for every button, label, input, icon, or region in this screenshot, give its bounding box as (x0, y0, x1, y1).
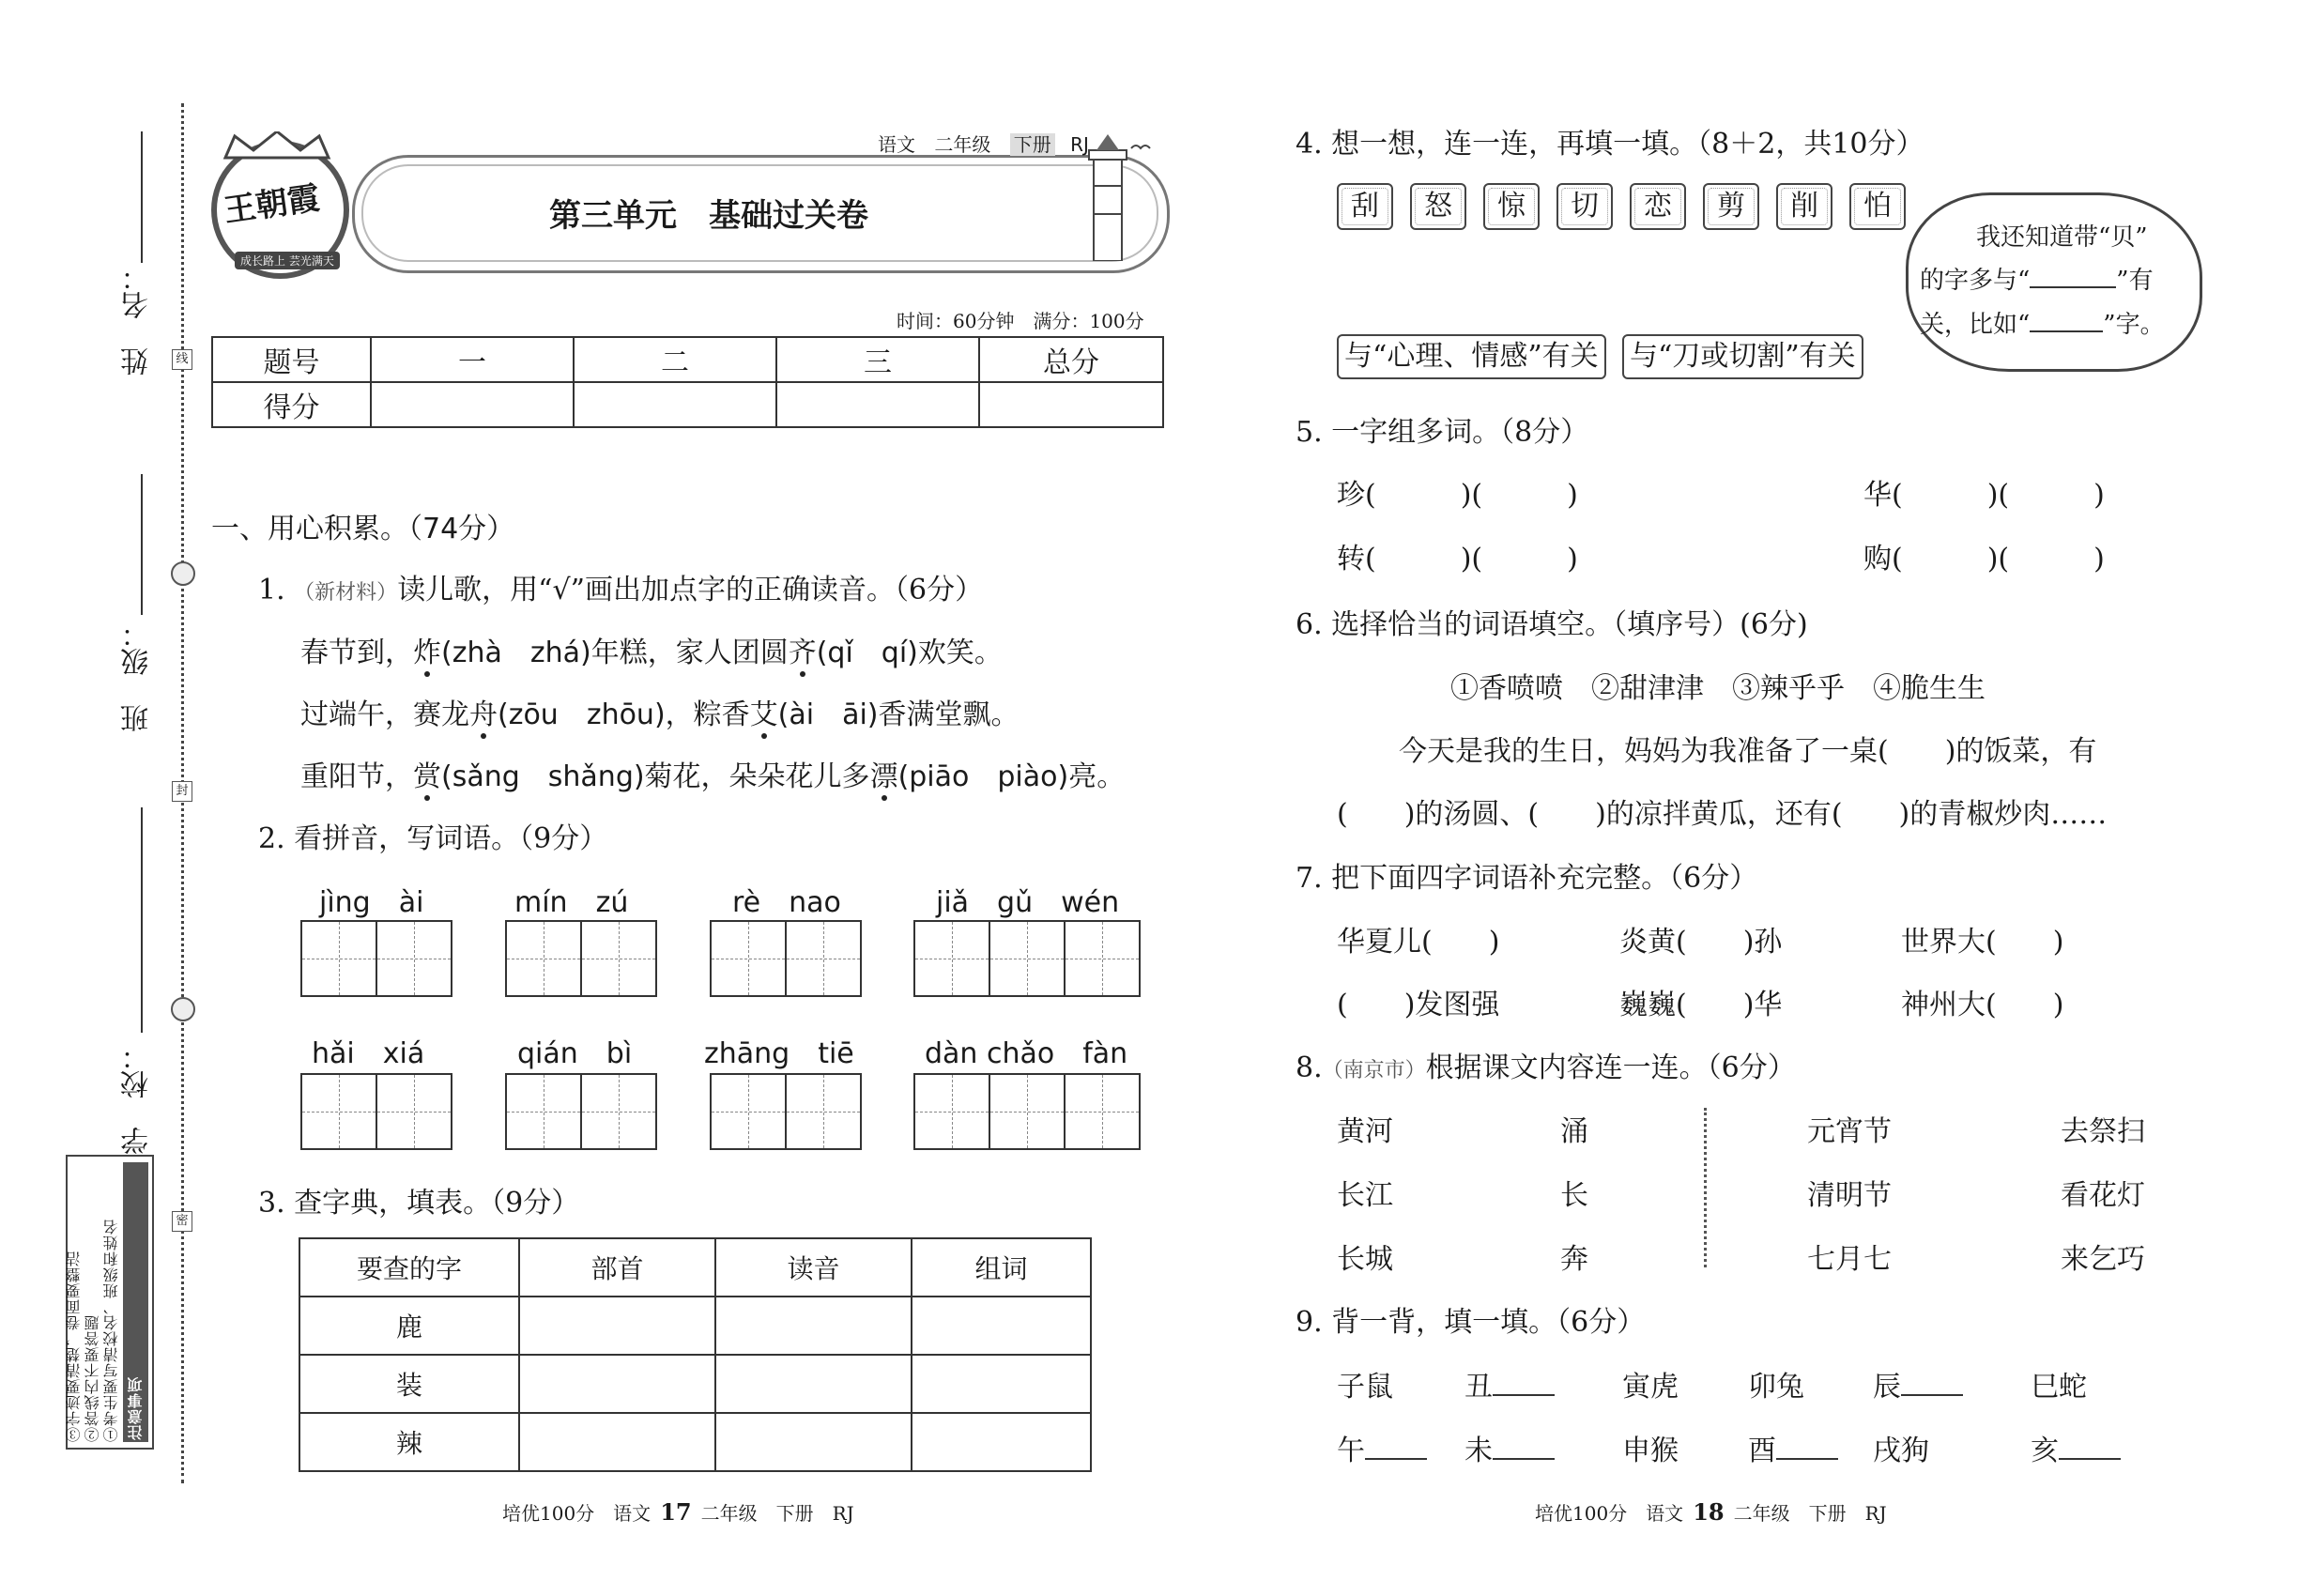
zodiac-blank[interactable] (1901, 1394, 1963, 1396)
class-line (141, 474, 143, 615)
score-input-cell[interactable] (776, 382, 979, 427)
char-tag[interactable]: 剪 (1703, 183, 1759, 230)
subject-info (878, 130, 1089, 157)
q1-tag: （新材料） (294, 581, 398, 605)
cloud-line-1: 我还知道带“贝” (1976, 223, 2148, 252)
dict-input-cell[interactable] (912, 1355, 1091, 1413)
score-header-cell: 三 (776, 337, 979, 382)
q7-item[interactable]: 华夏儿( ) (1337, 926, 1500, 959)
zodiac-blank[interactable] (1493, 1394, 1555, 1396)
q2-pinyin: mín zú (514, 886, 629, 919)
page-number: 18 (1693, 1498, 1725, 1526)
cloud-line-3 (1920, 305, 2165, 340)
match-item[interactable]: 长 (1560, 1179, 1588, 1212)
char-tag[interactable]: 惊 (1483, 183, 1540, 230)
binding-mark-secret: 密 (172, 1211, 192, 1232)
dict-char-cell: 辣 (299, 1413, 519, 1471)
writing-grid-cell[interactable] (505, 1073, 582, 1150)
name-label: 姓 名： (121, 263, 154, 376)
q8-text: 根据课文内容连一连。（6分） (1425, 1051, 1796, 1084)
q1-dotted-char: 赏 (413, 760, 441, 793)
writing-grid-cell[interactable] (580, 1073, 657, 1150)
class-label: 班 级： (121, 620, 154, 732)
dict-header-cell: 组词 (912, 1238, 1091, 1297)
zodiac-blank[interactable] (1365, 1458, 1427, 1460)
zodiac-item (1464, 1427, 1555, 1468)
page-number: 17 (660, 1498, 692, 1526)
cloud-blank[interactable] (2030, 286, 2116, 288)
q1-dotted-char: 齐 (788, 637, 817, 669)
q1-text: 春节到， (300, 637, 413, 669)
q8-tag: （南京市） (1322, 1059, 1426, 1082)
cloud-text: ”有 (2116, 267, 2154, 295)
dict-char-cell: 装 (299, 1355, 519, 1413)
q2-pinyin: rè nao (732, 886, 841, 919)
q5-item[interactable]: 购( )( ) (1863, 543, 2105, 575)
zodiac-blank[interactable] (1493, 1458, 1555, 1460)
q2-prompt: 2. 看拼音，写词语。（9分） (258, 822, 608, 855)
q1-pinyin-choice[interactable]: (zhà zhá)年糕，家人团圆 (441, 637, 789, 669)
zodiac-item (2031, 1427, 2121, 1468)
match-item[interactable]: 黄河 (1337, 1115, 1393, 1148)
page-title: 第三单元 基础过关卷 (549, 197, 868, 235)
q1-text: 重阳节， (300, 760, 413, 793)
q5-item[interactable]: 转( )( ) (1337, 543, 1578, 575)
zodiac-blank[interactable] (1776, 1458, 1838, 1460)
writing-grid-cell[interactable] (785, 920, 862, 997)
footer-suffix: 二年级 下册 RJ (1733, 1502, 1887, 1525)
dict-input-cell[interactable] (715, 1297, 912, 1355)
q1-pinyin-choice[interactable]: (zōu zhōu)，粽香 (498, 698, 750, 731)
q2-pinyin: jìng ài (319, 886, 424, 919)
match-item[interactable]: 长城 (1337, 1243, 1393, 1276)
q1-text: 读儿歌，用“√”画出加点字的正确读音。（6分） (397, 574, 984, 606)
section-title: 一、用心积累。（74分） (211, 513, 515, 545)
q6-text-line2[interactable]: ( )的汤圆、( )的凉拌黄瓜，还有( )的青椒炒肉…… (1337, 798, 2108, 831)
q4-prompt: 4. 想一想，连一连，再填一填。（8＋2，共10分） (1296, 128, 1924, 161)
dict-header-cell: 读音 (715, 1238, 912, 1297)
q5-item[interactable]: 珍( )( ) (1337, 479, 1578, 512)
footer-prefix: 培优100分 语文 (502, 1502, 652, 1525)
binding-ring-icon (171, 561, 195, 586)
notice-item-2: ②答线内不要答题 (84, 1314, 101, 1442)
cloud-blank[interactable] (2030, 330, 2103, 332)
q5-prompt: 5. 一字组多词。（8分） (1296, 416, 1589, 449)
q1-prompt (258, 566, 983, 607)
dict-input-cell[interactable] (519, 1413, 715, 1471)
zodiac-item (1748, 1427, 1838, 1468)
footer-suffix: 二年级 下册 RJ (700, 1502, 854, 1525)
cloud-text: 关，比如“ (1920, 311, 2031, 339)
match-item[interactable]: 七月七 (1807, 1243, 1892, 1276)
writing-grid-cell[interactable] (710, 1073, 787, 1150)
q2-pinyin: zhāng tiē (704, 1037, 854, 1070)
char-tag[interactable]: 切 (1556, 183, 1613, 230)
q1-pinyin-choice[interactable]: (sǎng shǎng)菊花，朵朵花儿多 (441, 760, 870, 793)
zodiac-item (1464, 1363, 1555, 1404)
q1-dotted-char: 漂 (869, 760, 898, 793)
dict-input-cell[interactable] (715, 1413, 912, 1471)
q7-item[interactable]: ( )发图强 (1337, 989, 1500, 1021)
q1-pinyin-choice[interactable]: (piāo piào)亮。 (897, 760, 1126, 793)
dict-input-cell[interactable] (912, 1297, 1091, 1355)
q6-options: ①香喷喷 ②甜津津 ③辣乎乎 ④脆生生 (1450, 672, 1986, 705)
q9-prompt: 9. 背一背，填一填。（6分） (1296, 1306, 1646, 1339)
q2-pinyin: dàn chǎo fàn (925, 1037, 1128, 1070)
score-input-cell[interactable] (574, 382, 776, 427)
zodiac-text: 亥 (2031, 1435, 2059, 1467)
match-item[interactable]: 来乞巧 (2061, 1243, 2145, 1276)
match-item[interactable]: 元宵节 (1807, 1115, 1892, 1148)
score-header-cell: 一 (371, 337, 574, 382)
dictionary-table (299, 1237, 1092, 1472)
char-tag[interactable]: 刮 (1337, 183, 1393, 230)
char-tag[interactable]: 削 (1776, 183, 1832, 230)
footer-left (502, 1498, 854, 1526)
zodiac-item: 巳蛇 (2031, 1371, 2087, 1404)
school-label: 学 校： (121, 1042, 154, 1155)
q1-pinyin-choice[interactable]: (qǐ qí)欢笑。 (816, 637, 1003, 669)
q1-pinyin-choice[interactable]: (ài āi)香满堂飘。 (777, 698, 1020, 731)
q8-prompt: 8.（南京市）根据课文内容连一连。（6分） (1296, 1051, 1796, 1084)
q7-item[interactable]: 炎黄( )孙 (1619, 926, 1783, 959)
zodiac-text: 辰 (1873, 1371, 1901, 1404)
match-item[interactable]: 涌 (1560, 1115, 1588, 1148)
score-table (211, 336, 1164, 428)
match-item[interactable]: 长江 (1337, 1179, 1393, 1212)
q7-prompt: 7. 把下面四字词语补充完整。（6分） (1296, 862, 1758, 895)
time-info: 时间：60分钟 满分：100分 (897, 310, 1144, 332)
q2-pinyin: hǎi xiá (312, 1037, 425, 1070)
dict-header-cell: 部首 (519, 1238, 715, 1297)
q2-pinyin: jiǎ gǔ wén (936, 886, 1120, 919)
zodiac-text: 未 (1464, 1435, 1493, 1467)
score-input-cell[interactable] (371, 382, 574, 427)
writing-grid-cell[interactable] (913, 1073, 990, 1150)
q1-text: 过端午，赛龙 (300, 698, 469, 731)
footer-right (1535, 1498, 1887, 1526)
q1-dotted-char: 艾 (749, 698, 778, 731)
zodiac-item (1873, 1363, 1963, 1404)
q7-item[interactable]: 世界大( ) (1901, 926, 2064, 959)
cloud-text: ”字。 (2103, 311, 2165, 339)
char-tag[interactable]: 怒 (1410, 183, 1466, 230)
writing-grid-cell[interactable] (376, 920, 452, 997)
school-line (141, 807, 143, 1033)
binding-mark-seal: 封 (172, 781, 192, 802)
score-input-cell[interactable] (979, 382, 1163, 427)
match-item[interactable]: 去祭扫 (2061, 1115, 2145, 1148)
zodiac-text: 丑 (1464, 1371, 1493, 1404)
dict-char-cell: 鹿 (299, 1297, 519, 1355)
notice-item-1: ①考生要写清校名、班级和姓名 (102, 1219, 120, 1442)
lighthouse-icon (1080, 130, 1155, 261)
zodiac-item: 卯兔 (1748, 1371, 1804, 1404)
score-header-cell: 二 (574, 337, 776, 382)
q3-prompt: 3. 查字典，填表。（9分） (258, 1187, 580, 1220)
writing-grid-cell[interactable] (989, 1073, 1066, 1150)
score-header-cell: 题号 (212, 337, 371, 382)
category-box-cutting[interactable]: 与“刀或切割”有关 (1622, 334, 1863, 379)
category-box-emotion[interactable]: 与“心理、情感”有关 (1337, 334, 1606, 379)
zodiac-item: 子鼠 (1337, 1371, 1393, 1404)
writing-grid-cell[interactable] (300, 1073, 377, 1150)
dict-input-cell[interactable] (715, 1355, 912, 1413)
writing-grid-cell[interactable] (785, 1073, 862, 1150)
footer-prefix: 培优100分 语文 (1535, 1502, 1684, 1525)
zodiac-text: 午 (1337, 1435, 1365, 1467)
logo-text: 王朝霞 (222, 179, 322, 230)
subject-grade: 二年级 (934, 133, 991, 156)
q8-divider (1704, 1108, 1707, 1267)
dict-input-cell[interactable] (912, 1413, 1091, 1471)
match-item[interactable]: 清明节 (1807, 1179, 1892, 1212)
logo-slogan: 成长路上 芸光满天 (235, 252, 340, 269)
name-line (141, 131, 143, 263)
zodiac-item: 戌狗 (1873, 1435, 1929, 1467)
subject-term: 下册 (1010, 133, 1055, 156)
writing-grid-cell[interactable] (376, 1073, 452, 1150)
notice-item-3: ③字迹要清楚，卷面要整洁 (65, 1251, 83, 1442)
writing-grid-cell[interactable] (1064, 920, 1141, 997)
q7-item[interactable]: 神州大( ) (1901, 989, 2064, 1021)
q6-text-line1[interactable]: 今天是我的生日，妈妈为我准备了一桌( )的饭菜，有 (1399, 735, 2097, 768)
score-header-cell: 总分 (979, 337, 1163, 382)
q1-line3[interactable] (300, 753, 1125, 794)
zodiac-blank[interactable] (2059, 1458, 2121, 1460)
crown-icon (216, 131, 338, 160)
writing-grid-cell[interactable] (1064, 1073, 1141, 1150)
q5-item[interactable]: 华( )( ) (1863, 479, 2105, 512)
binding-ring-icon (171, 997, 195, 1021)
char-tag[interactable]: 怕 (1849, 183, 1906, 230)
writing-grid-cell[interactable] (300, 920, 377, 997)
writing-grid-cell[interactable] (505, 920, 582, 997)
q1-line2[interactable] (300, 691, 1020, 732)
score-label-cell: 得分 (212, 382, 371, 427)
writing-grid-cell[interactable] (580, 920, 657, 997)
notice-title: 注意事项 (123, 1162, 148, 1442)
cloud-line-2 (1920, 261, 2154, 296)
writing-grid-cell[interactable] (913, 920, 990, 997)
q2-pinyin: qián bì (517, 1037, 633, 1070)
char-tag[interactable]: 恋 (1630, 183, 1686, 230)
match-item[interactable]: 看花灯 (2061, 1179, 2145, 1212)
q1-num: 1. (258, 574, 285, 606)
writing-grid-cell[interactable] (710, 920, 787, 997)
dict-header-cell: 要查的字 (299, 1238, 519, 1297)
subject-edition: RJ (1070, 133, 1089, 156)
zodiac-item: 寅虎 (1622, 1371, 1679, 1404)
q1-line1[interactable] (300, 629, 1003, 670)
zodiac-item: 申猴 (1622, 1435, 1679, 1467)
notice-box (66, 1155, 154, 1450)
zodiac-text: 酉 (1748, 1435, 1776, 1467)
cloud-text: 的字多与“ (1920, 267, 2031, 295)
subject-chinese: 语文 (878, 133, 915, 156)
writing-grid-cell[interactable] (989, 920, 1066, 997)
q1-dotted-char: 舟 (469, 698, 498, 731)
dict-input-cell[interactable] (519, 1297, 715, 1355)
q7-item[interactable]: 巍巍( )华 (1619, 989, 1783, 1021)
dict-input-cell[interactable] (519, 1355, 715, 1413)
binding-mark-line: 线 (172, 349, 192, 370)
q6-prompt: 6. 选择恰当的词语填空。（填序号）(6分) (1296, 608, 1808, 641)
q1-dotted-char: 炸 (413, 637, 441, 669)
match-item[interactable]: 奔 (1560, 1243, 1588, 1276)
zodiac-item (1337, 1427, 1427, 1468)
